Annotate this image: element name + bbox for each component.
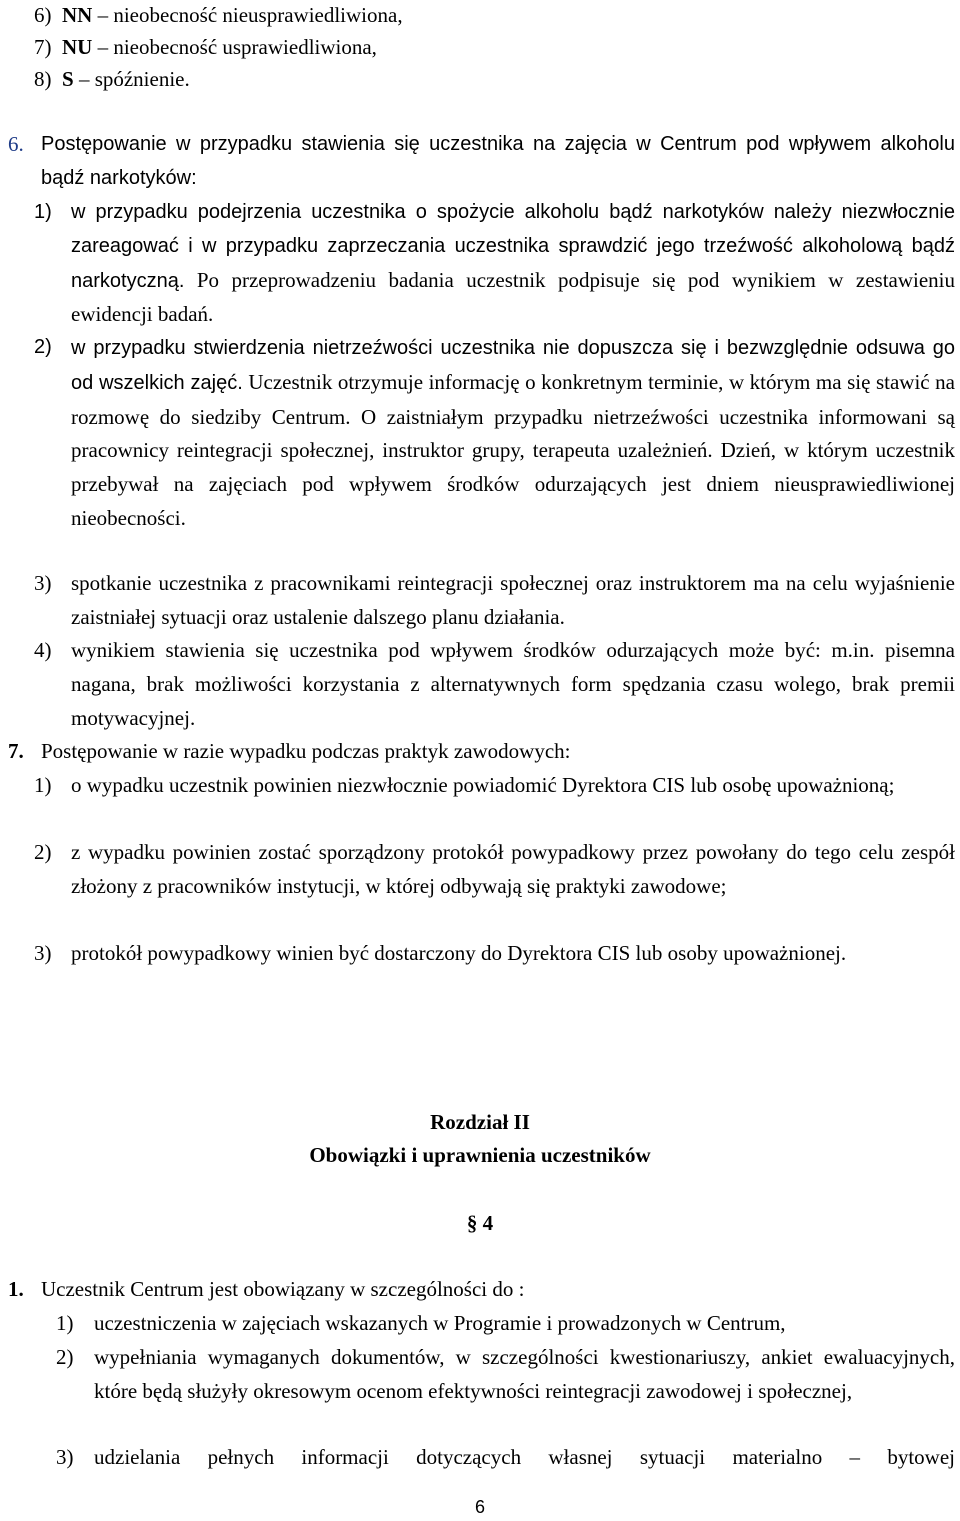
duties-heading: Uczestnik Centrum jest obowiązany w szczególności do : xyxy=(41,1277,525,1301)
list-item-nu xyxy=(34,32,377,62)
page-number: 6 xyxy=(474,1497,485,1517)
item-text-serif: Uczestnik otrzymuje informację o konkretnym terminie, w którym ma się stawić na rozmowę do siedziby Centrum. O zaistniałym przypadku nietrzeźwości uczestnika informowani są pracownicy reintegracji społecznej, instruktor grupy, terapeuta uzależnień. Dzień, w którym uczestnik przebywał na zajęciach pod wpływem środków odurzających jest dniem nieusprawiedliwionej nieobecności. xyxy=(71,369,955,530)
duties-item-1-number: 1) xyxy=(56,1311,74,1335)
list-text: – nieobecność usprawiedliwiona, xyxy=(92,35,377,59)
section-6-item-1 xyxy=(71,196,955,333)
list-number: 7) xyxy=(34,35,52,59)
section-6-item-2-number: 2) xyxy=(34,336,52,358)
section-7-item-3: protokół powypadkowy winien być dostarczony do Dyrektora CIS lub osoby upoważnionej. xyxy=(71,941,847,965)
list-number: 8) xyxy=(34,67,52,91)
chapter-title: Rozdział II xyxy=(430,1110,530,1134)
duties-item-3: udzielania pełnych informacji dotyczących własnej sytuacji materialno – bytowej xyxy=(94,1445,955,1469)
code-s: S xyxy=(62,67,74,91)
item-text-serif: Po przeprowadzeniu badania uczestnik podpisuje się pod wynikiem w zestawieniu ewidencji badań. xyxy=(71,267,955,327)
section-6-item-4: wynikiem stawienia się uczestnika pod wpływem środków odurzających może być: m.in. pisemna nagana, brak możliwości korzystania z alternatywnych form spędzania czasu wolego, brak premii motywacyjnej. xyxy=(71,638,955,730)
code-nu: NU xyxy=(62,35,93,59)
section-7-item-1-number: 1) xyxy=(34,773,52,797)
section-6-item-2 xyxy=(71,331,955,536)
section-7-number: 7. xyxy=(8,739,24,763)
section-7-heading: Postępowanie w razie wypadku podczas praktyk zawodowych: xyxy=(41,739,571,763)
list-number: 6) xyxy=(34,3,52,27)
chapter-subtitle: Obowiązki i uprawnienia uczestników xyxy=(309,1143,651,1167)
section-6-item-1-number: 1) xyxy=(34,201,52,223)
section-6-item-3-number: 3) xyxy=(34,571,52,595)
section-6-item-3: spotkanie uczestnika z pracownikami reintegracji społecznej oraz instruktorem ma na celu wyjaśnienie zaistniałej sytuacji oraz ustalenie dalszego planu działania. xyxy=(71,571,955,629)
section-7-item-3-number: 3) xyxy=(34,941,52,965)
list-item-nn xyxy=(34,0,403,30)
list-item-s xyxy=(34,64,190,94)
code-nn: NN xyxy=(62,3,93,27)
section-6-item-4-number: 4) xyxy=(34,638,52,662)
section-6-number: 6. xyxy=(8,132,24,156)
duties-item-3-number: 3) xyxy=(56,1445,74,1469)
duties-item-1: uczestniczenia w zajęciach wskazanych w Programie i prowadzonych w Centrum, xyxy=(94,1311,786,1335)
list-text: – spóźnienie. xyxy=(73,67,190,91)
item-text-sans: w przypadku stwierdzenia nietrzeźwości uczestnika nie dopuszcza się i bezwzględnie odsuwa go od wszelkich zajęć. xyxy=(71,337,955,394)
section-7-item-2-number: 2) xyxy=(34,840,52,864)
section-6-heading: Postępowanie w przypadku stawienia się uczestnika na zajęcia w Centrum pod wpływem alkoholu bądź narkotyków: xyxy=(41,133,955,189)
duties-item-2: wypełniania wymaganych dokumentów, w szczególności kwestionariuszy, ankiet ewaluacyjnych, które będą służyły okresowym ocenom efektywności reintegracji zawodowej i społecznej, xyxy=(94,1345,955,1403)
list-text: – nieobecność nieusprawiedliwiona, xyxy=(92,3,403,27)
duties-number: 1. xyxy=(8,1277,24,1301)
duties-item-2-number: 2) xyxy=(56,1345,74,1369)
section-7-item-2: z wypadku powinien zostać sporządzony protokół powypadkowy przez powołany do tego celu zespół złożony z pracowników instytucji, w której odbywają się praktyki zawodowe; xyxy=(71,840,955,898)
paragraph-sign: § 4 xyxy=(466,1211,494,1235)
section-7-item-1: o wypadku uczestnik powinien niezwłocznie powiadomić Dyrektora CIS lub osobę upoważnioną; xyxy=(71,773,895,797)
item-text-sans: w przypadku podejrzenia uczestnika o spożycie alkoholu bądź narkotyków należy niezwłocznie zareagować i w przypadku zaprzeczania uczestnika sprawdzić jego trzeźwość alkoholową bądź narkotyczną. xyxy=(71,201,955,292)
